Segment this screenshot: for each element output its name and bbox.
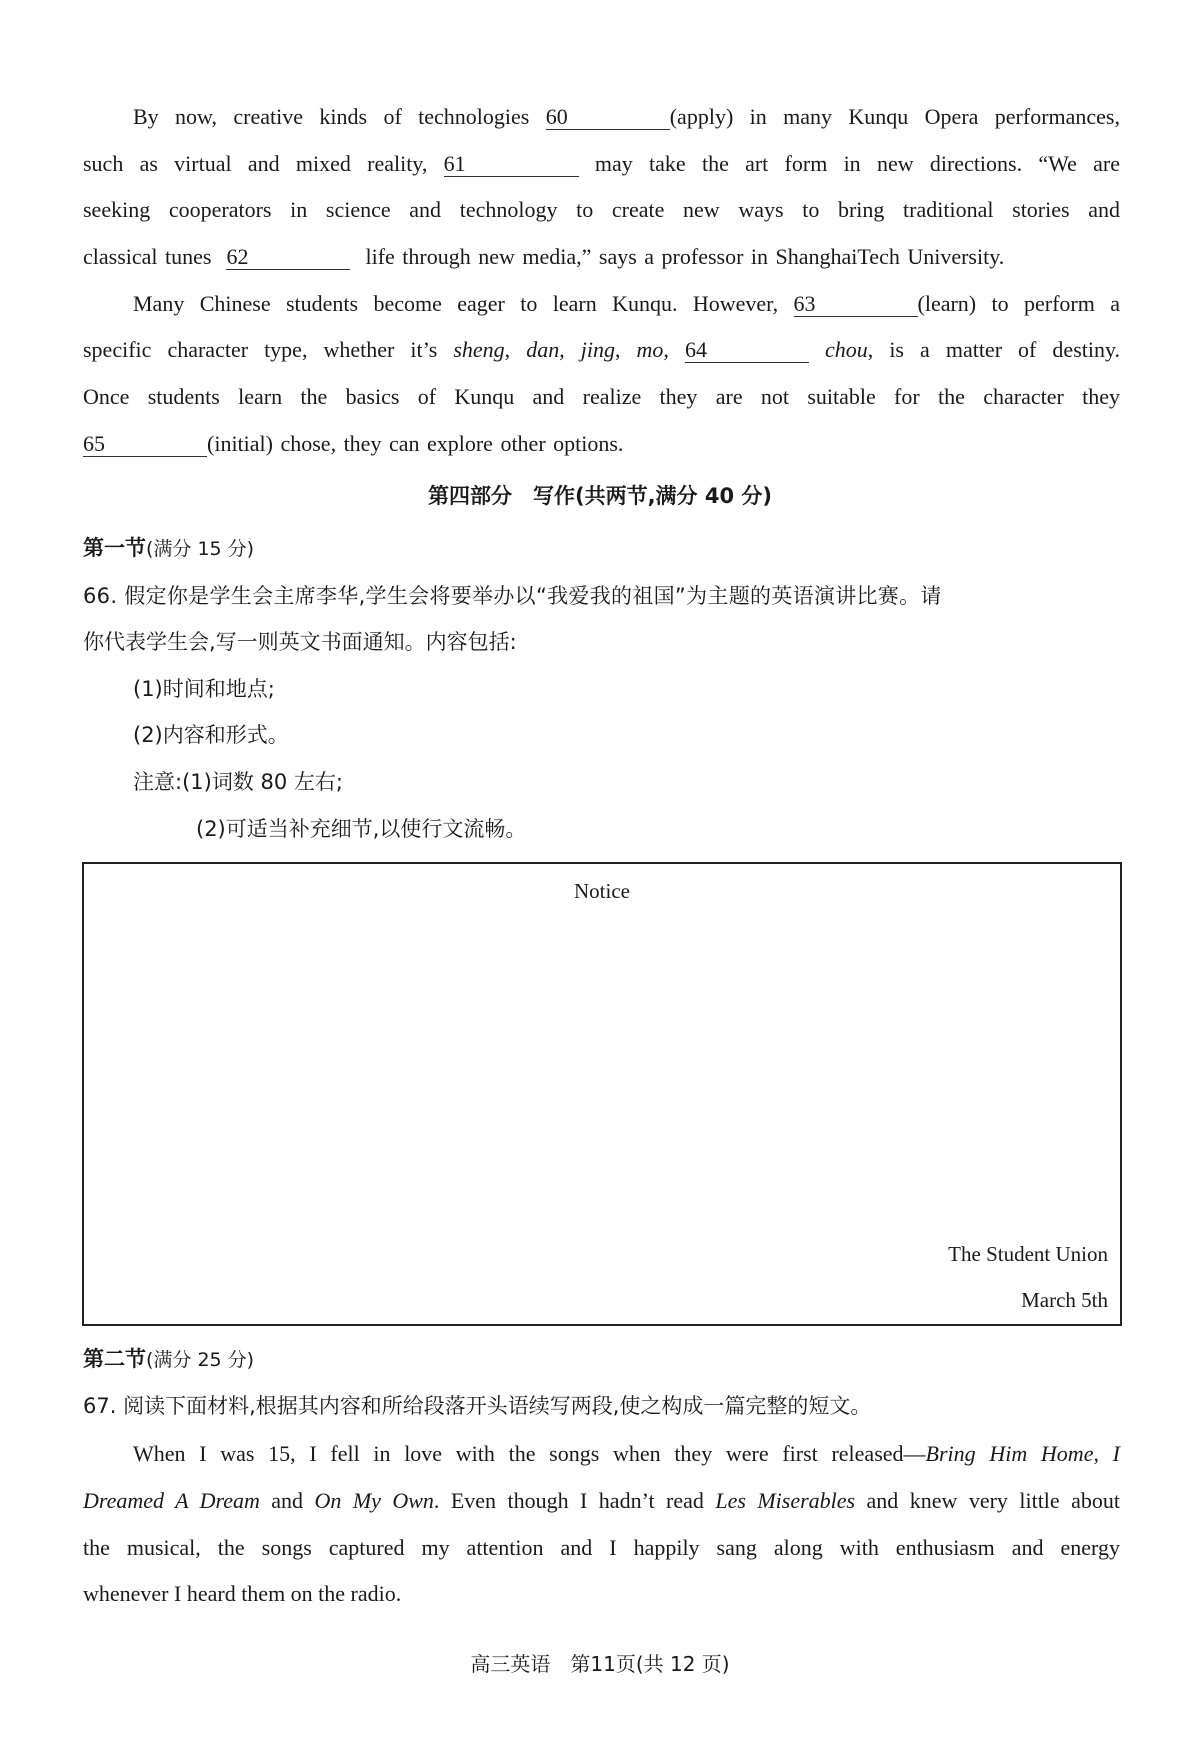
question-66-cont: 你代表学生会,写一则英文书面通知。内容包括:: [83, 630, 517, 654]
part-title: 第四部分 写作(共两节,满分 40 分): [427, 484, 773, 508]
blank-60[interactable]: 60: [546, 105, 670, 130]
question-67: 67. 阅读下面材料,根据其内容和所给段落开头语续写两段,使之构成一篇完整的短文。: [83, 1394, 872, 1418]
section1-heading: 第一节(满分 15 分): [83, 536, 255, 560]
notice-title: Notice: [574, 879, 630, 903]
question-66: 66. 假定你是学生会主席李华,学生会将要举办以“我爱我的祖国”为主题的英语演讲比赛。请: [83, 584, 942, 608]
page-footer: 高三英语 第11页(共 12 页): [470, 1652, 730, 1676]
notice-signature: The Student Union: [948, 1242, 1108, 1266]
passage-line: Dreamed A Dream and On My Own. Even though I hadn’t read Les Miserables and knew very little about: [83, 1488, 1121, 1513]
blank-65[interactable]: 65: [83, 432, 207, 457]
passage-line: By now, creative kinds of technologies 60 (apply) in many Kunqu Opera performances,: [133, 104, 1120, 129]
passage-line: Once students learn the basics of Kunqu and realize they are not suitable for the character they: [83, 384, 1120, 409]
blank-62[interactable]: 62: [226, 245, 350, 270]
passage-line: the musical, the songs captured my attention and I happily sang along with enthusiasm and energy: [83, 1535, 1120, 1560]
passage-line: When I was 15, I fell in love with the songs when they were first released—Bring Him Home, I: [133, 1441, 1120, 1466]
note-2: (2)可适当补充细节,以使行文流畅。: [196, 817, 527, 841]
passage-line: such as virtual and mixed reality, 61 may take the art form in new directions. “We are: [83, 151, 1121, 176]
notice-date: March 5th: [1021, 1288, 1108, 1312]
blank-61[interactable]: 61: [444, 152, 579, 177]
requirement-1: (1)时间和地点;: [133, 677, 275, 701]
passage-line: whenever I heard them on the radio.: [83, 1581, 402, 1606]
passage-line: seeking cooperators in science and technology to create new ways to bring traditional stories and: [83, 197, 1120, 222]
requirement-2: (2)内容和形式。: [133, 723, 289, 747]
passage-line: specific character type, whether it’s sheng, dan, jing, mo, 64 chou, is a matter of destiny.: [83, 337, 1121, 362]
passage-line: classical tunes 62 life through new media,” says a professor in ShanghaiTech University.: [83, 244, 1005, 269]
passage-line: 65 (initial) chose, they can explore other options.: [83, 431, 624, 456]
answer-box[interactable]: [82, 862, 1122, 1326]
blank-64[interactable]: 64: [685, 338, 809, 363]
passage-line: Many Chinese students become eager to learn Kunqu. However, 63 (learn) to perform a: [133, 291, 1121, 316]
note-1: 注意:(1)词数 80 左右;: [133, 770, 343, 794]
section2-heading: 第二节(满分 25 分): [83, 1347, 255, 1371]
blank-63[interactable]: 63: [794, 292, 918, 317]
